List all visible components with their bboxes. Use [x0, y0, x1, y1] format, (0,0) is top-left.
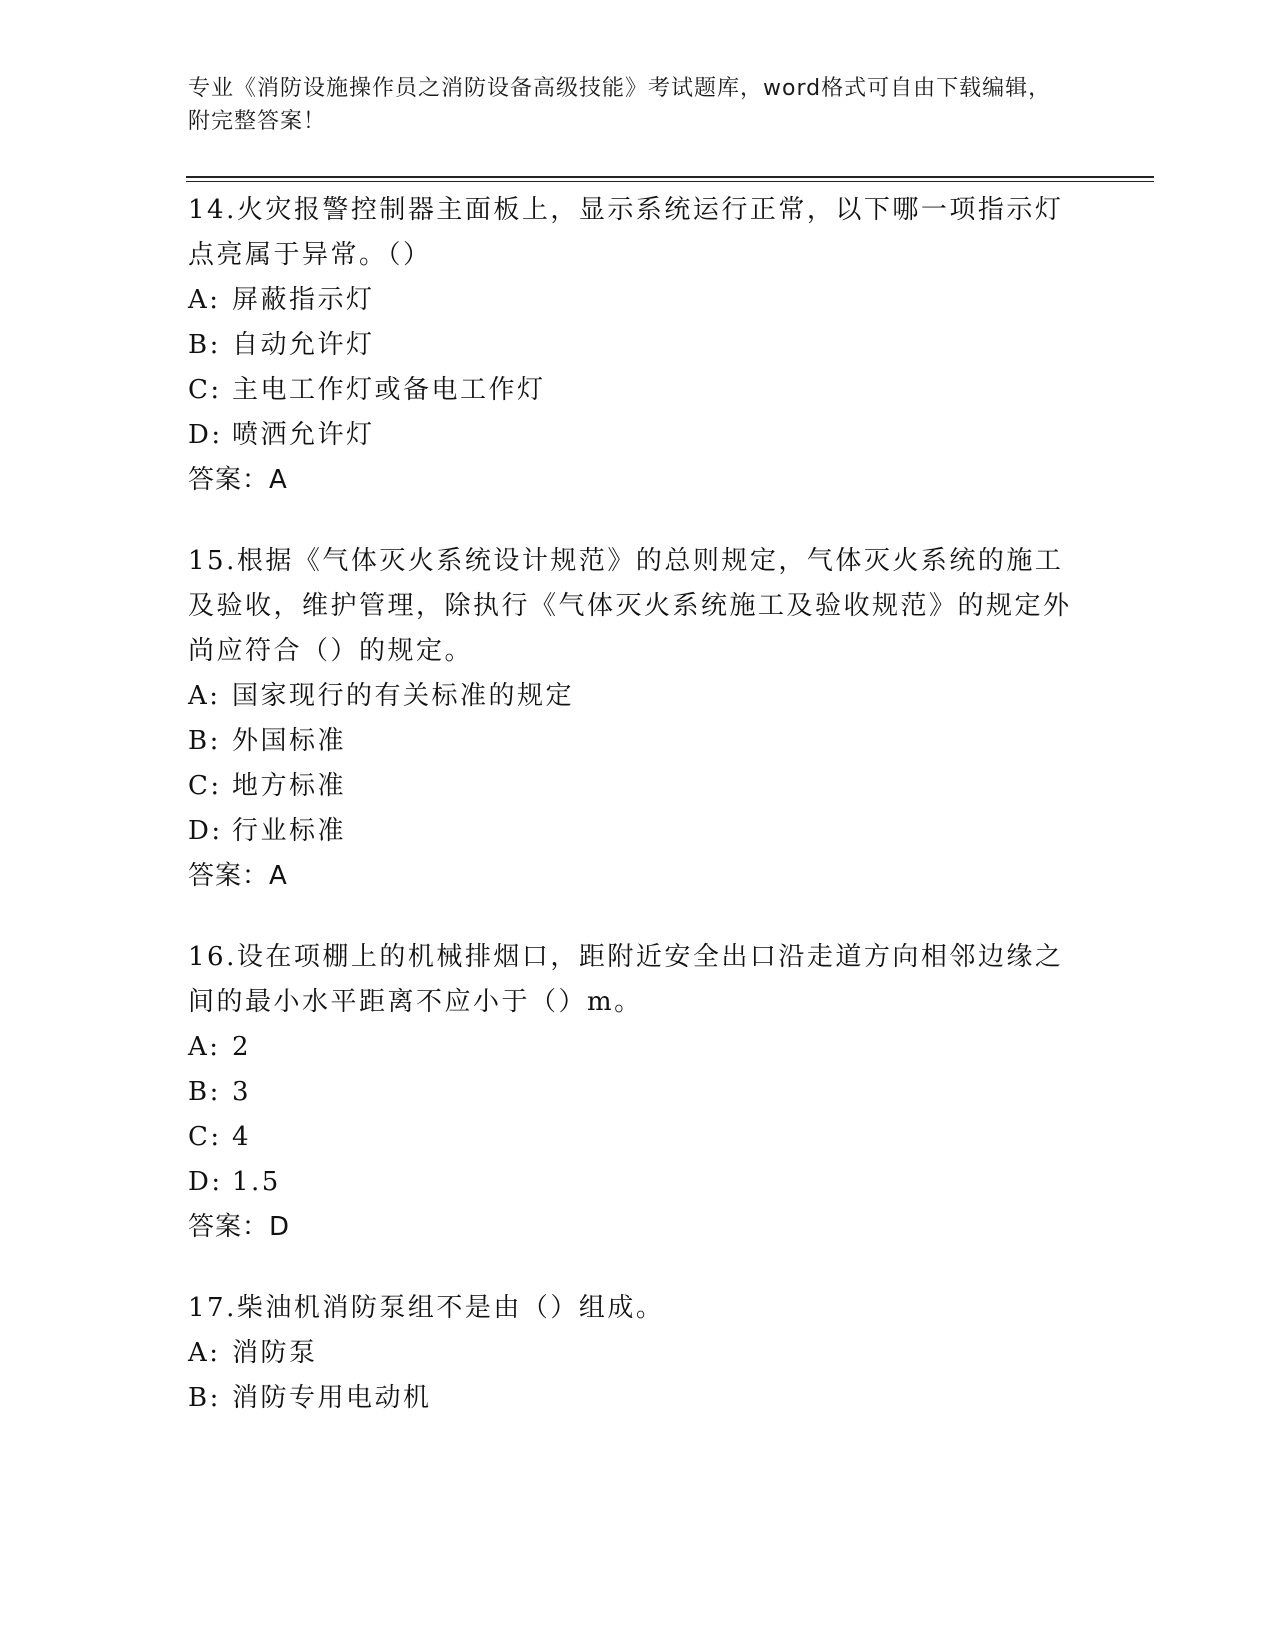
option-text: 喷洒允许灯: [232, 420, 375, 450]
question-list: [188, 188, 1088, 1457]
header-divider-thick: [186, 176, 1154, 178]
option-letter: C:: [188, 771, 222, 801]
answer-line: 答案：A: [188, 465, 288, 495]
option-letter: C:: [188, 1122, 222, 1152]
option-letter: B:: [188, 726, 221, 756]
question-text: 16.设在项棚上的机械排烟口，距附近安全出口沿走道方向相邻边缘之间的最小水平距离不应小于（）m。: [188, 942, 1064, 1017]
option-text: 自动允许灯: [232, 330, 375, 360]
question-16: [188, 935, 1088, 1250]
question-17: [188, 1286, 1088, 1421]
header-divider-thin: [186, 181, 1154, 182]
option-text: 地方标准: [232, 771, 347, 801]
option-text: 3: [232, 1077, 252, 1107]
option-letter: B:: [188, 1077, 221, 1107]
option-text: 行业标准: [232, 816, 347, 846]
option-c: [188, 764, 1088, 809]
option-c: [188, 368, 1088, 413]
question-text: 14.火灾报警控制器主面板上，显示系统运行正常，以下哪一项指示灯点亮属于异常。（）: [188, 195, 1064, 270]
option-c: [188, 1115, 1088, 1160]
option-b: [188, 1376, 1088, 1421]
option-text: 4: [232, 1122, 252, 1152]
option-letter: B:: [188, 1383, 221, 1413]
option-letter: A:: [188, 681, 221, 711]
option-letter: B:: [188, 330, 221, 360]
option-text: 2: [232, 1032, 252, 1062]
option-letter: C:: [188, 375, 222, 405]
option-d: [188, 809, 1088, 854]
question-text: 15.根据《气体灭火系统设计规范》的总则规定，气体灭火系统的施工及验收，维护管理，除执行《气体灭火系统施工及验收规范》的规定外尚应符合（）的规定。: [188, 546, 1072, 666]
answer-line: 答案：D: [188, 1212, 291, 1242]
option-letter: D:: [188, 1167, 223, 1197]
option-text: 国家现行的有关标准的规定: [232, 681, 575, 711]
option-text: 消防泵: [232, 1338, 318, 1368]
option-letter: A:: [188, 285, 221, 315]
option-text: 外国标准: [232, 726, 347, 756]
option-d: [188, 1160, 1088, 1205]
option-letter: A:: [188, 1338, 221, 1368]
option-b: [188, 323, 1088, 368]
option-text: 1.5: [232, 1167, 281, 1197]
option-a: [188, 278, 1088, 323]
option-a: [188, 1331, 1088, 1376]
option-d: [188, 413, 1088, 458]
option-letter: D:: [188, 816, 223, 846]
option-text: 屏蔽指示灯: [232, 285, 375, 315]
option-letter: A:: [188, 1032, 221, 1062]
option-text: 消防专用电动机: [232, 1383, 432, 1413]
question-14: [188, 188, 1088, 503]
option-a: [188, 1025, 1088, 1070]
document-header: 专业《消防设施操作员之消防设备高级技能》考试题库，word格式可自由下载编辑，附完整答案！: [188, 76, 1052, 134]
question-15: [188, 539, 1088, 899]
option-b: [188, 1070, 1088, 1115]
option-letter: D:: [188, 420, 223, 450]
question-text: 17.柴油机消防泵组不是由（）组成。: [188, 1293, 665, 1323]
option-b: [188, 719, 1088, 764]
answer-line: 答案：A: [188, 861, 288, 891]
option-text: 主电工作灯或备电工作灯: [232, 375, 546, 405]
option-a: [188, 674, 1088, 719]
